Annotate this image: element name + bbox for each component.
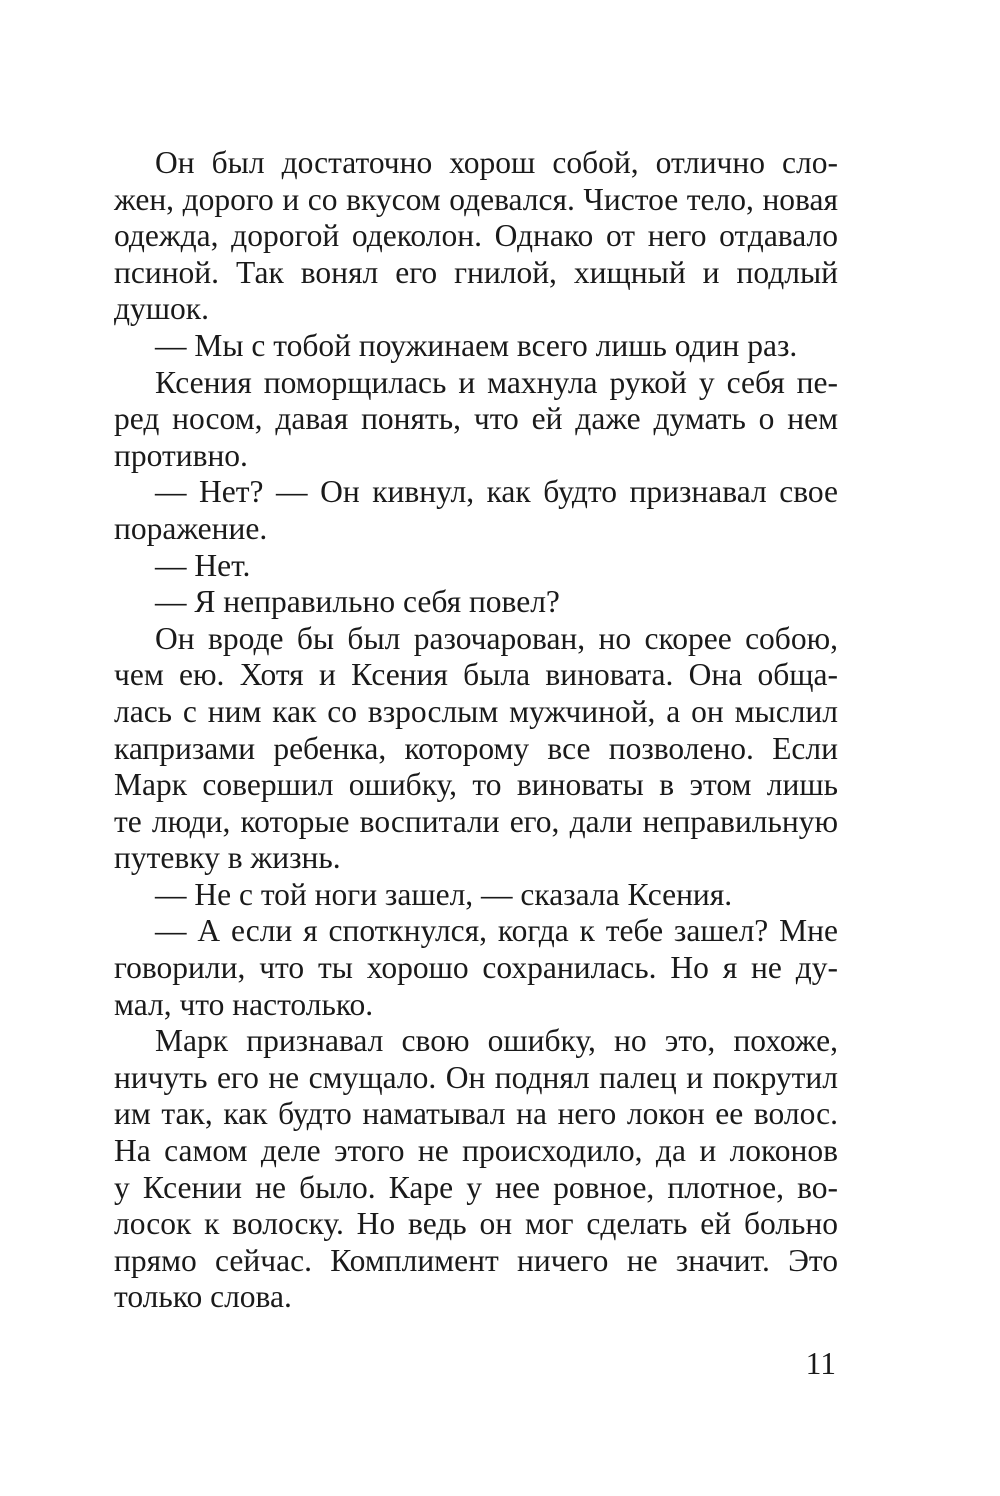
text-line: им так, как будто наматывал на него локон ее волос. <box>114 1096 838 1132</box>
text-line: те люди, которые воспитали его, дали неправильную <box>114 803 838 839</box>
text-line: душок. <box>114 291 209 327</box>
text-line: поражение. <box>114 510 268 546</box>
text-line: Он вроде бы был разочарован, но скорее собою, <box>155 620 838 656</box>
text-line: Он был достаточно хорош собой, отлично сло- <box>155 145 838 180</box>
text-line: — Я неправильно себя повел? <box>155 584 560 620</box>
body-text <box>114 145 838 1316</box>
text-line: — А если я споткнулся, когда к тебе зашел? Мне <box>155 913 838 949</box>
text-line: Марк совершил ошибку, то виноваты в этом лишь <box>114 767 838 803</box>
text-line: чем ею. Хотя и Ксения была виновата. Она обща- <box>114 657 838 693</box>
text-line: путевку в жизнь. <box>114 840 341 876</box>
text-line: Ксения поморщилась и махнула рукой у себя пе- <box>155 364 838 400</box>
text-line: одежда, дорогой одеколон. Однако от него отдавало <box>114 218 838 254</box>
text-line: мал, что настолько. <box>114 986 374 1022</box>
text-line: — Нет? — Он кивнул, как будто признавал свое <box>155 474 838 510</box>
text-line: — Мы с тобой поужинаем всего лишь один раз. <box>155 327 798 363</box>
text-line: противно. <box>114 437 248 473</box>
text-line: жен, дорого и со вкусом одевался. Чистое тело, новая <box>114 181 838 217</box>
text-line: — Не с той ноги зашел, — сказала Ксения. <box>155 876 733 912</box>
text-line: лосок к волоску. Но ведь он мог сделать ей больно <box>114 1206 838 1242</box>
text-line: ничуть его не смущало. Он поднял палец и покрутил <box>114 1059 838 1095</box>
text-line: На самом деле этого не происходило, да и локонов <box>114 1133 838 1169</box>
text-line: псиной. Так вонял его гнилой, хищный и подлый <box>114 254 838 290</box>
text-line: говорили, что ты хорошо сохранилась. Но я не ду- <box>114 950 838 986</box>
text-line: у Ксении не было. Каре у нее ровное, плотное, во- <box>114 1169 838 1205</box>
text-line: прямо сейчас. Комплимент ничего не значит. Это <box>114 1242 838 1278</box>
text-line: капризами ребенка, которому все позволено. Если <box>114 730 838 766</box>
text-line: — Нет. <box>155 547 251 583</box>
text-line: Марк признавал свою ошибку, но это, похоже, <box>155 1023 838 1059</box>
page-number: 11 <box>805 1346 836 1381</box>
text-line: только слова. <box>114 1279 292 1315</box>
text-line: ред носом, давая понять, что ей даже думать о нем <box>114 401 838 437</box>
text-line: лась с ним как со взрослым мужчиной, а он мыслил <box>114 693 838 729</box>
